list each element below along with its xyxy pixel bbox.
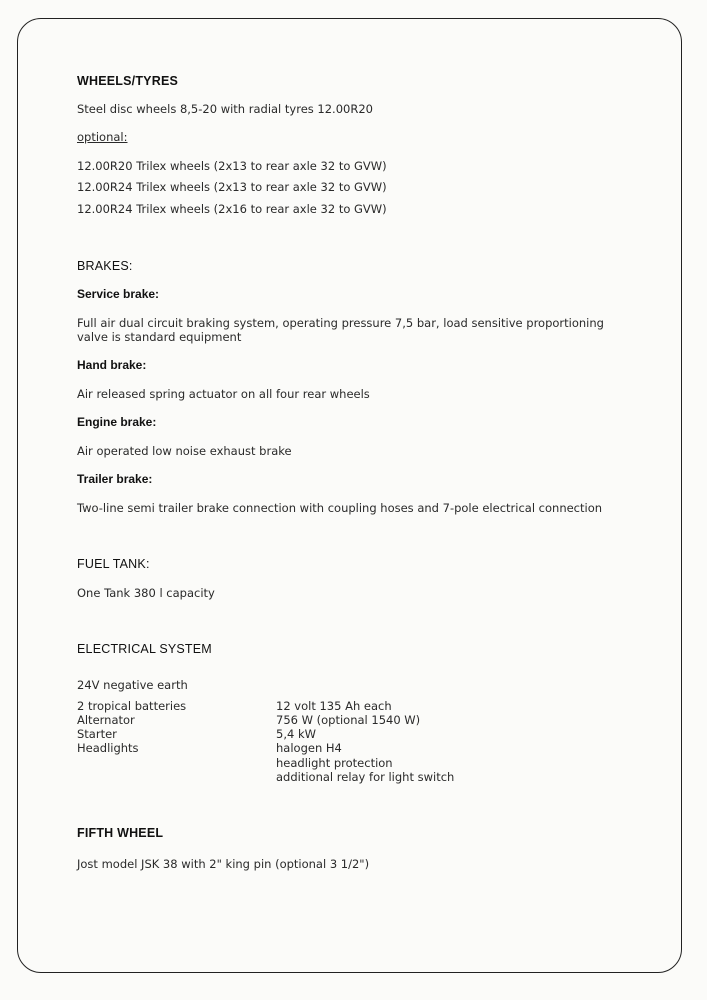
wheels-standard: Steel disc wheels 8,5-20 with radial tyres 12.00R20 <box>77 102 373 116</box>
wheels-option: 12.00R20 Trilex wheels (2x13 to rear axle 32 to GVW) <box>77 159 387 173</box>
fifth-wheel-text: Jost model JSK 38 with 2" king pin (optional 3 1/2") <box>77 857 370 871</box>
electrical-row-value: 12 volt 135 Ah each <box>276 699 392 713</box>
wheels-optional-label: optional: <box>77 130 128 144</box>
service-brake-text-cont: valve is standard equipment <box>77 330 242 344</box>
hand-brake-label: Hand brake: <box>77 358 147 372</box>
brakes-heading: BRAKES: <box>77 259 133 273</box>
trailer-brake-label: Trailer brake: <box>77 472 153 486</box>
electrical-row-label: Starter <box>77 727 117 741</box>
electrical-row-value: headlight protection <box>276 756 393 770</box>
electrical-row-label: Headlights <box>77 741 139 755</box>
electrical-row-label: 2 tropical batteries <box>77 699 187 713</box>
service-brake-label: Service brake: <box>77 287 160 301</box>
hand-brake-text: Air released spring actuator on all four rear wheels <box>77 387 370 401</box>
fuel-tank-heading: FUEL TANK: <box>77 557 150 571</box>
wheels-option: 12.00R24 Trilex wheels (2x16 to rear axle 32 to GVW) <box>77 202 387 216</box>
engine-brake-text: Air operated low noise exhaust brake <box>77 444 292 458</box>
electrical-row-value: 756 W (optional 1540 W) <box>276 713 421 727</box>
wheels-option: 12.00R24 Trilex wheels (2x13 to rear axle 32 to GVW) <box>77 180 387 194</box>
service-brake-text: Full air dual circuit braking system, operating pressure 7,5 bar, load sensitive proportioning <box>77 316 604 330</box>
engine-brake-label: Engine brake: <box>77 415 157 429</box>
fuel-tank-text: One Tank 380 l capacity <box>77 586 215 600</box>
electrical-heading: ELECTRICAL SYSTEM <box>77 642 212 656</box>
electrical-row-value: halogen H4 <box>276 741 342 755</box>
electrical-earth: 24V negative earth <box>77 678 188 692</box>
electrical-row-label: Alternator <box>77 713 135 727</box>
electrical-row-value: additional relay for light switch <box>276 770 455 784</box>
trailer-brake-text: Two-line semi trailer brake connection with coupling hoses and 7-pole electrical connection <box>77 501 603 515</box>
fifth-wheel-heading: FIFTH WHEEL <box>77 826 164 840</box>
wheels-heading: WHEELS/TYRES <box>77 74 179 88</box>
electrical-row-value: 5,4 kW <box>276 727 316 741</box>
